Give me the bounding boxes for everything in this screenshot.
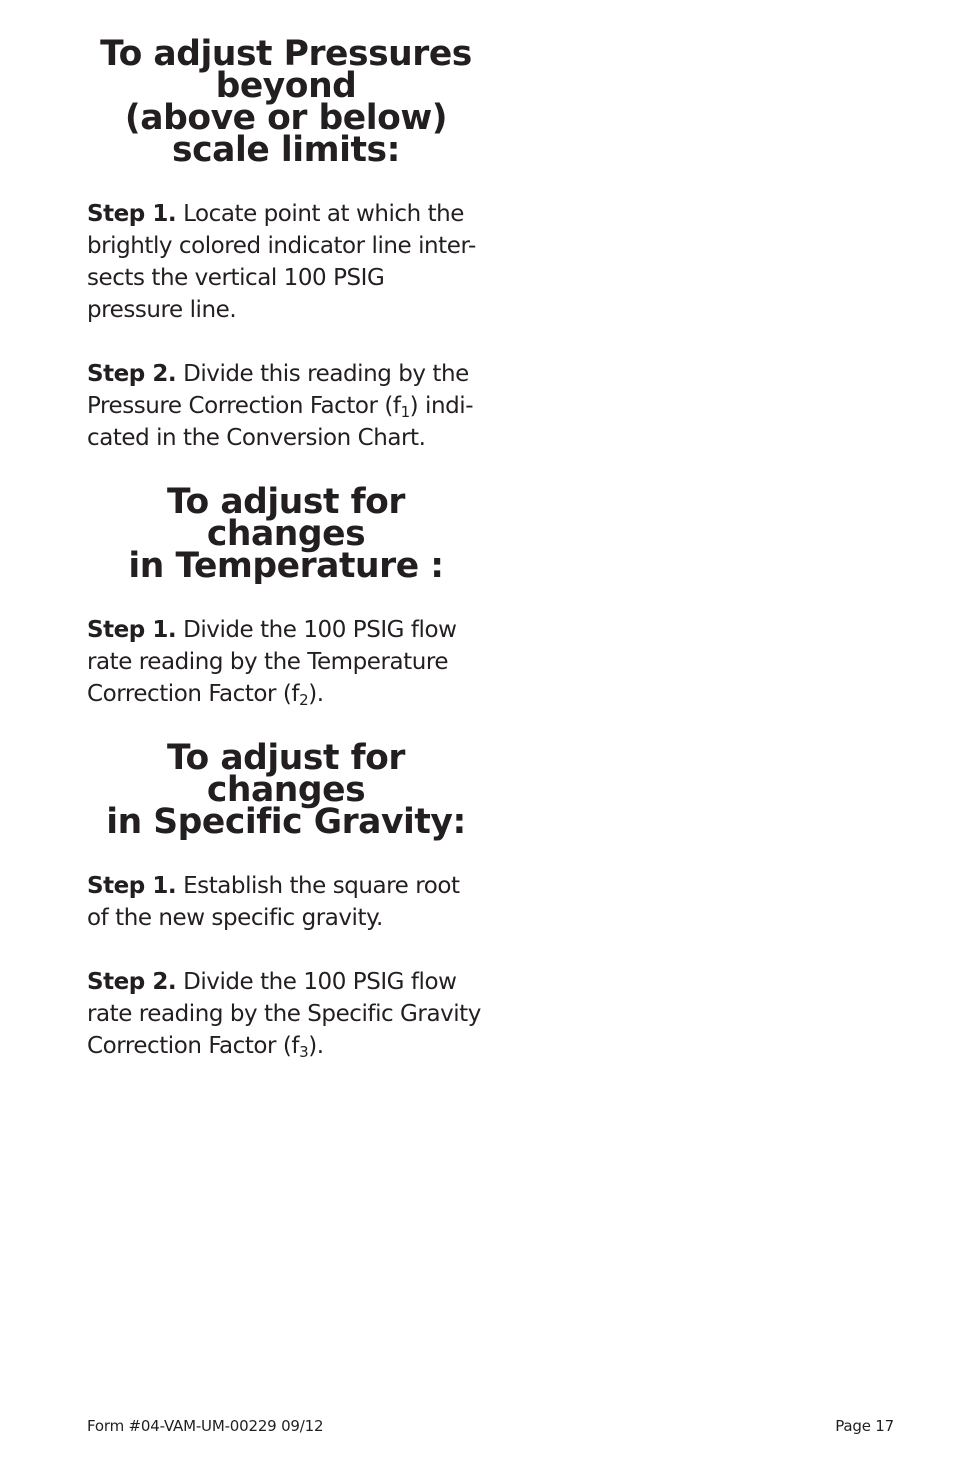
subscript: 3	[299, 1043, 309, 1061]
subscript: 2	[299, 691, 309, 709]
step-label: Step 2.	[87, 361, 177, 387]
pressure-step-1	[87, 198, 485, 326]
gravity-step-2	[87, 966, 485, 1062]
temperature-heading-line1: To adjust for changes	[167, 482, 405, 554]
step-text: ).	[308, 1033, 324, 1059]
gravity-heading-line2: in Specific Gravity:	[106, 802, 466, 842]
gravity-heading-line1: To adjust for changes	[167, 738, 405, 810]
step-text: Divide the 100 PSIG flow rate reading by the Specific Gravity Correction Factor (f	[87, 969, 481, 1059]
pressure-step-2	[87, 358, 485, 454]
step-text: ) indi-cated in the Conversion Chart.	[87, 393, 474, 451]
instructions-column	[87, 34, 485, 1062]
temperature-step-1	[87, 614, 485, 710]
step-label: Step 1.	[87, 201, 177, 227]
subscript: 1	[400, 403, 410, 421]
pressure-heading-line2: (above or below) scale limits:	[124, 98, 448, 170]
step-text: Locate point at which the brightly colored indicator line inter-sects the vertical 100 PSIG pressure line.	[87, 201, 476, 323]
temperature-heading	[87, 482, 485, 586]
step-text: Divide this reading by the Pressure Correction Factor (f	[87, 361, 469, 419]
gravity-heading	[87, 738, 485, 842]
pressure-heading	[87, 34, 485, 170]
step-label: Step 1.	[87, 617, 177, 643]
step-text: ).	[308, 681, 324, 707]
step-label: Step 2.	[87, 969, 177, 995]
gravity-step-1	[87, 870, 485, 934]
step-text: Establish the square root of the new specific gravity.	[87, 873, 460, 931]
step-text: Divide the 100 PSIG flow rate reading by the Temperature Correction Factor (f	[87, 617, 457, 707]
temperature-heading-line2: in Temperature :	[128, 546, 444, 586]
step-label: Step 1.	[87, 873, 177, 899]
page-number: Page 17	[835, 1417, 894, 1435]
pressure-heading-line1: To adjust Pressures beyond	[100, 34, 472, 106]
form-number: Form #04-VAM-UM-00229 09/12	[87, 1417, 324, 1435]
